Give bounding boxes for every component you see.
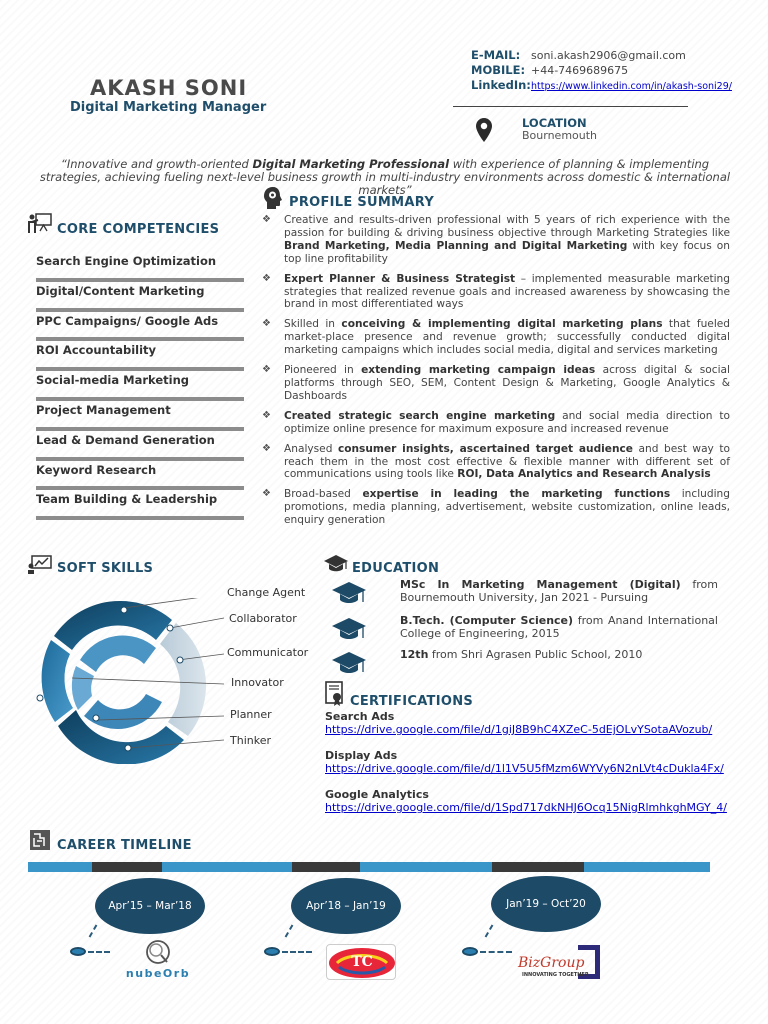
competency-item: PPC Campaigns/ Google Ads: [36, 312, 244, 342]
linkedin-label: LinkedIn:: [471, 78, 531, 92]
competency-item: ROI Accountability: [36, 341, 244, 371]
connector-dot: [167, 625, 173, 631]
mobile-label: MOBILE:: [471, 63, 526, 77]
timeline-period: Apr’15 – Mar’18: [95, 878, 205, 934]
graduation-cap-icon: [324, 553, 348, 573]
summary-list: [262, 214, 730, 534]
certification-name: Search Ads: [325, 710, 395, 723]
timeline-period: Jan’19 – Oct’20: [491, 876, 601, 932]
skills-chart-icon: [28, 554, 52, 574]
ring-segment-innovator: [42, 640, 73, 722]
summary-item: ❖ Created strategic search engine marketing and social media direction to optimize online presence for maximum exposure and increased revenue: [262, 409, 730, 435]
presentation-board-icon: [28, 212, 52, 234]
contact-block: [471, 48, 732, 94]
timeline-connector: [282, 951, 312, 953]
headline-quote: “Innovative and growth-oriented Digital Marketing Professional with experience of planning & implementing strategies, achieving fueling next-level business growth in multi-industry environments across domestic & international markets”: [39, 157, 731, 197]
competencies-title: CORE COMPETENCIES: [57, 222, 220, 237]
connector-dot: [121, 607, 127, 613]
timeline-dot: [70, 947, 86, 956]
certification-link[interactable]: https://drive.google.com/file/d/1giJ8B9hC4XZeC-5dEjOLvYSotaAVozub/: [325, 723, 713, 736]
career-calendar-icon: [30, 830, 50, 850]
head-profile-icon: [262, 186, 284, 210]
timeline-title: CAREER TIMELINE: [57, 838, 192, 853]
education-item: B.Tech. (Computer Science) from Anand International College of Engineering, 2015: [332, 614, 718, 648]
connector-dot: [37, 695, 43, 701]
candidate-name: AKASH SONI: [90, 76, 248, 100]
nubeorb-logo-mark: [143, 938, 173, 966]
summary-item: ❖ Creative and results-driven professional with 5 years of rich experience with the passion for building & driving business objective through Marketing Strategies like Brand Marketing, Media Planning and Digital Marketing with key focus on top line profitability: [262, 214, 730, 265]
competency-item: Project Management: [36, 401, 244, 431]
soft-skill-label: Thinker: [230, 734, 271, 747]
timeline-dot: [462, 947, 478, 956]
timeline-connector: [89, 924, 98, 937]
competency-item: Keyword Research: [36, 461, 244, 491]
connector-dot: [177, 657, 183, 663]
soft-skill-label: Change Agent: [227, 586, 306, 599]
location-label: LOCATION: [522, 116, 587, 130]
summary-item: ❖ Analysed consumer insights, ascertained target audience and best way to reach them in the most cost effective & flexible manner with different set of communications using tools like ROI, Data Analytics and Research Analysis: [262, 442, 730, 481]
education-title: EDUCATION: [352, 561, 440, 576]
connector-dot: [93, 715, 99, 721]
location-value: Bournemouth: [522, 129, 598, 142]
inner-segment-top: [80, 636, 156, 672]
competency-item: Social-media Marketing: [36, 371, 244, 401]
summary-item: ❖ Pioneered in extending marketing campaign ideas across digital & social platforms through SEO, SEM, Content Design & Marketing, Google Analytics & Dashboards: [262, 364, 730, 402]
soft-skill-label: Communicator: [227, 646, 309, 659]
company-name: TC: [351, 954, 373, 970]
competency-item: Digital/Content Marketing: [36, 282, 244, 312]
soft-skill-label: Collaborator: [229, 612, 297, 625]
graduation-cap-icon: [332, 580, 366, 606]
contact-divider: [453, 106, 688, 107]
soft-skill-label: Innovator: [231, 676, 284, 689]
summary-title: PROFILE SUMMARY: [289, 195, 435, 210]
company-tagline: INNOVATING TOGETHER: [522, 972, 589, 978]
timeline-period: Apr’18 – Jan’19: [291, 878, 401, 934]
soft-skill-label: Planner: [230, 708, 272, 721]
summary-item: ❖ Skilled in conceiving & implementing digital marketing plans that fueled market-place presence and revenue growth; successfully conducted digital marketing campaigns which includes social media, digital and services marketing: [262, 318, 731, 357]
competency-item: Lead & Demand Generation: [36, 431, 244, 461]
company-name: BizGroup: [518, 955, 585, 971]
ring-segment-collaborator: [160, 623, 206, 736]
certifications-list: [325, 710, 745, 827]
certification-link[interactable]: https://drive.google.com/file/d/1l1V5U5fMzm6WYVy6N2nLVt4cDukla4Fx/: [325, 762, 724, 775]
certification-link[interactable]: https://drive.google.com/file/d/1Spd717dkNHJ6Ocq15NigRlmhkghMGY_4/: [325, 801, 727, 814]
email-label: E-MAIL:: [471, 48, 521, 62]
timeline-dot: [264, 947, 280, 956]
graduation-cap-icon: [332, 616, 366, 642]
timeline-connector: [285, 924, 294, 937]
company-logo-nubeorb: [118, 938, 198, 982]
timeline-connector: [485, 924, 494, 937]
competency-item: Search Engine Optimization: [36, 252, 244, 282]
competency-item: Team Building & Leadership: [36, 490, 244, 520]
competencies-list: [36, 252, 244, 520]
candidate-role: Digital Marketing Manager: [70, 100, 267, 115]
summary-item: ❖ Broad-based expertise in leading the marketing functions including promotions, media planning, advertisement, website customization, online leads, enquiry generation: [262, 488, 730, 527]
graduation-cap-icon: [332, 650, 366, 676]
timeline-bar: [28, 862, 710, 872]
education-list: [332, 578, 718, 678]
inner-segment-bottom: [84, 694, 162, 729]
education-item: 12th from Shri Agrasen Public School, 2010: [332, 648, 718, 678]
certificate-icon: [324, 681, 346, 707]
linkedin-link[interactable]: https://www.linkedin.com/in/akash-soni29/: [531, 81, 732, 92]
timeline-connector: [480, 951, 512, 953]
inner-segment-left: [72, 666, 94, 710]
location-pin-icon: [476, 118, 492, 142]
email-value[interactable]: soni.akash2906@gmail.com: [531, 49, 686, 62]
connector-dot: [125, 745, 131, 751]
timeline-connector: [88, 951, 110, 953]
company-name: nubeOrb: [125, 967, 191, 980]
mobile-value[interactable]: +44-7469689675: [531, 64, 629, 77]
certification-name: Google Analytics: [325, 788, 429, 801]
soft-skills-title: SOFT SKILLS: [57, 561, 154, 576]
company-logo-tc: [326, 944, 396, 980]
education-item: MSc In Marketing Management (Digital) from Bournemouth University, Jan 2021 - Pursuing: [332, 578, 718, 614]
summary-item: ❖ Expert Planner & Business Strategist – implemented measurable marketing strategies that realized revenue goals and increased awareness by showcasing the brand in most differentiated ways: [262, 272, 730, 311]
certifications-title: CERTIFICATIONS: [350, 694, 474, 709]
certification-name: Display Ads: [325, 749, 398, 762]
company-logo-bizgroup: [516, 945, 602, 981]
